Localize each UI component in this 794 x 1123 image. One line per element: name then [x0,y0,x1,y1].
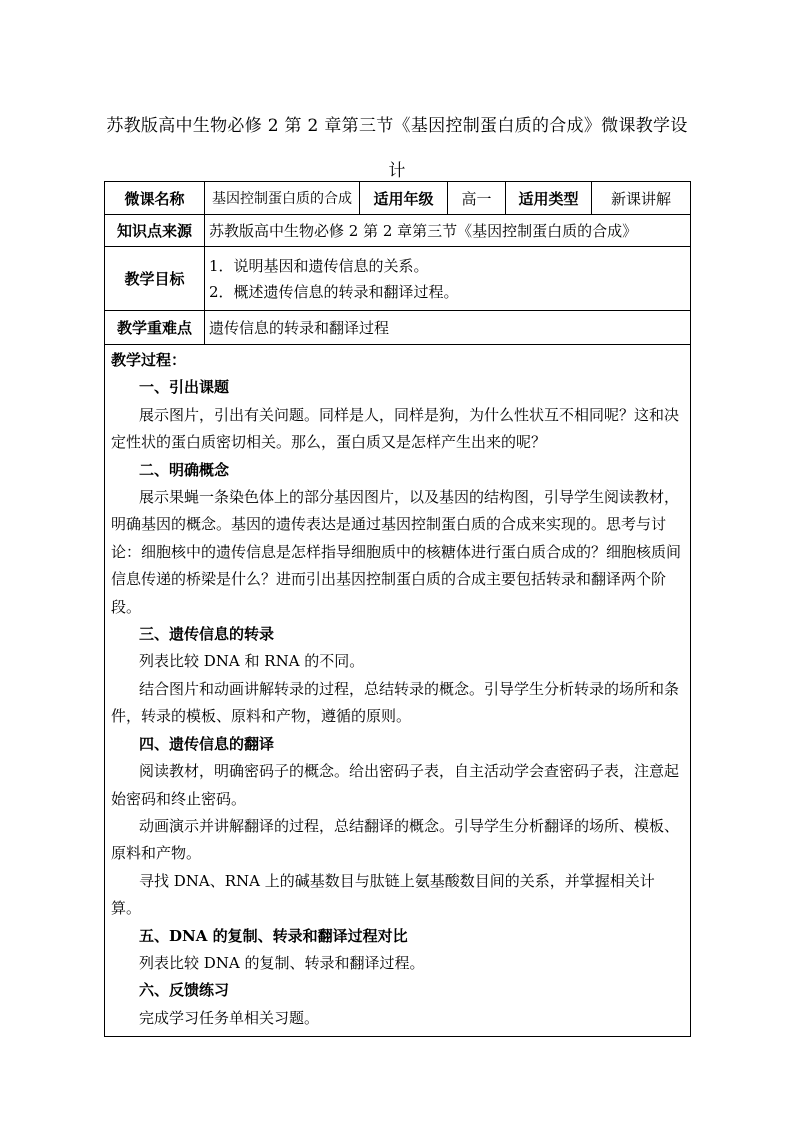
section-heading: 三、遗传信息的转录 [139,625,275,644]
source-label: 知识点来源 [105,215,205,247]
table-row [105,247,691,311]
process-cell [105,345,691,1037]
course-name-value: 基因控制蛋白质的合成 [205,182,360,215]
section-heading: 五、DNA 的复制、转录和翻译过程对比 [139,926,408,945]
key-value: 遗传信息的转录和翻译过程 [205,311,691,345]
table-row [105,182,691,215]
section-paragraph: 展示图片，引出有关问题。同样是人，同样是狗，为什么性状互不相同呢？这和决定性状的蛋白质密切相关。那么，蛋白质又是怎样产生出来的呢？ [111,405,680,452]
section-heading: 六、反馈练习 [139,981,230,1000]
section-heading: 四、遗传信息的翻译 [139,734,275,753]
section-paragraph: 阅读教材，明确密码子的概念。给出密码子表，自主活动学会查密码子表，注意起始密码和终止密码。 [111,762,680,808]
process-label: 教学过程： [111,351,187,369]
section-heading: 二、明确概念 [139,460,230,479]
type-value: 新课讲解 [592,182,691,215]
section-paragraph: 列表比较 DNA 和 RNA 的不同。 [139,652,365,671]
key-label: 教学重难点 [105,311,205,345]
goals-label: 教学目标 [105,247,205,311]
section-paragraph: 列表比较 DNA 的复制、转录和翻译过程。 [139,953,425,972]
grade-value: 高一 [448,182,506,215]
section-paragraph: 完成学习任务单相关习题。 [139,1008,320,1027]
table-row [105,215,691,247]
section-paragraph: 动画演示并讲解翻译的过程，总结翻译的概念。引导学生分析翻译的场所、模板、原料和产物。 [111,816,680,863]
type-label: 适用类型 [506,182,592,215]
source-value: 苏教版高中生物必修 2 第 2 章第三节《基因控制蛋白质的合成》 [205,215,691,247]
table-row [105,311,691,345]
section-paragraph: 寻找 DNA、RNA 上的碱基数目与肽链上氨基酸数目间的关系，并掌握相关计算。 [111,871,655,918]
title-line-1: 苏教版高中生物必修 2 第 2 章第三节《基因控制蛋白质的合成》微课教学设 [106,116,688,136]
course-name-label: 微课名称 [105,182,205,215]
title-line-2: 计 [388,161,406,181]
section-paragraph: 结合图片和动画讲解转录的过程，总结转录的概念。引导学生分析转录的场所和条件，转录的模板、原料和产物，遵循的原则。 [111,679,680,726]
goals-cell [205,247,691,311]
goal-item: 2．概述遗传信息的转录和翻译过程。 [209,282,459,301]
grade-label: 适用年级 [360,182,448,215]
section-heading: 一、引出课题 [139,378,230,397]
lesson-plan-table [104,181,691,1037]
goal-item: 1．说明基因和遗传信息的关系。 [209,256,429,275]
section-paragraph: 展示果蝇一条染色体上的部分基因图片，以及基因的结构图，引导学生阅读教材，明确基因的概念。基因的遗传表达是通过基因控制蛋白质的合成来实现的。思考与讨论：细胞核中的遗传信息是怎样指导细胞质中的核糖体进行蛋白质合成的？细胞核质间信息传递的桥梁是什么？进而引出基因控制蛋白质的合成主要包括转录和翻译两个阶段。 [111,488,682,616]
table-row [105,345,691,1037]
